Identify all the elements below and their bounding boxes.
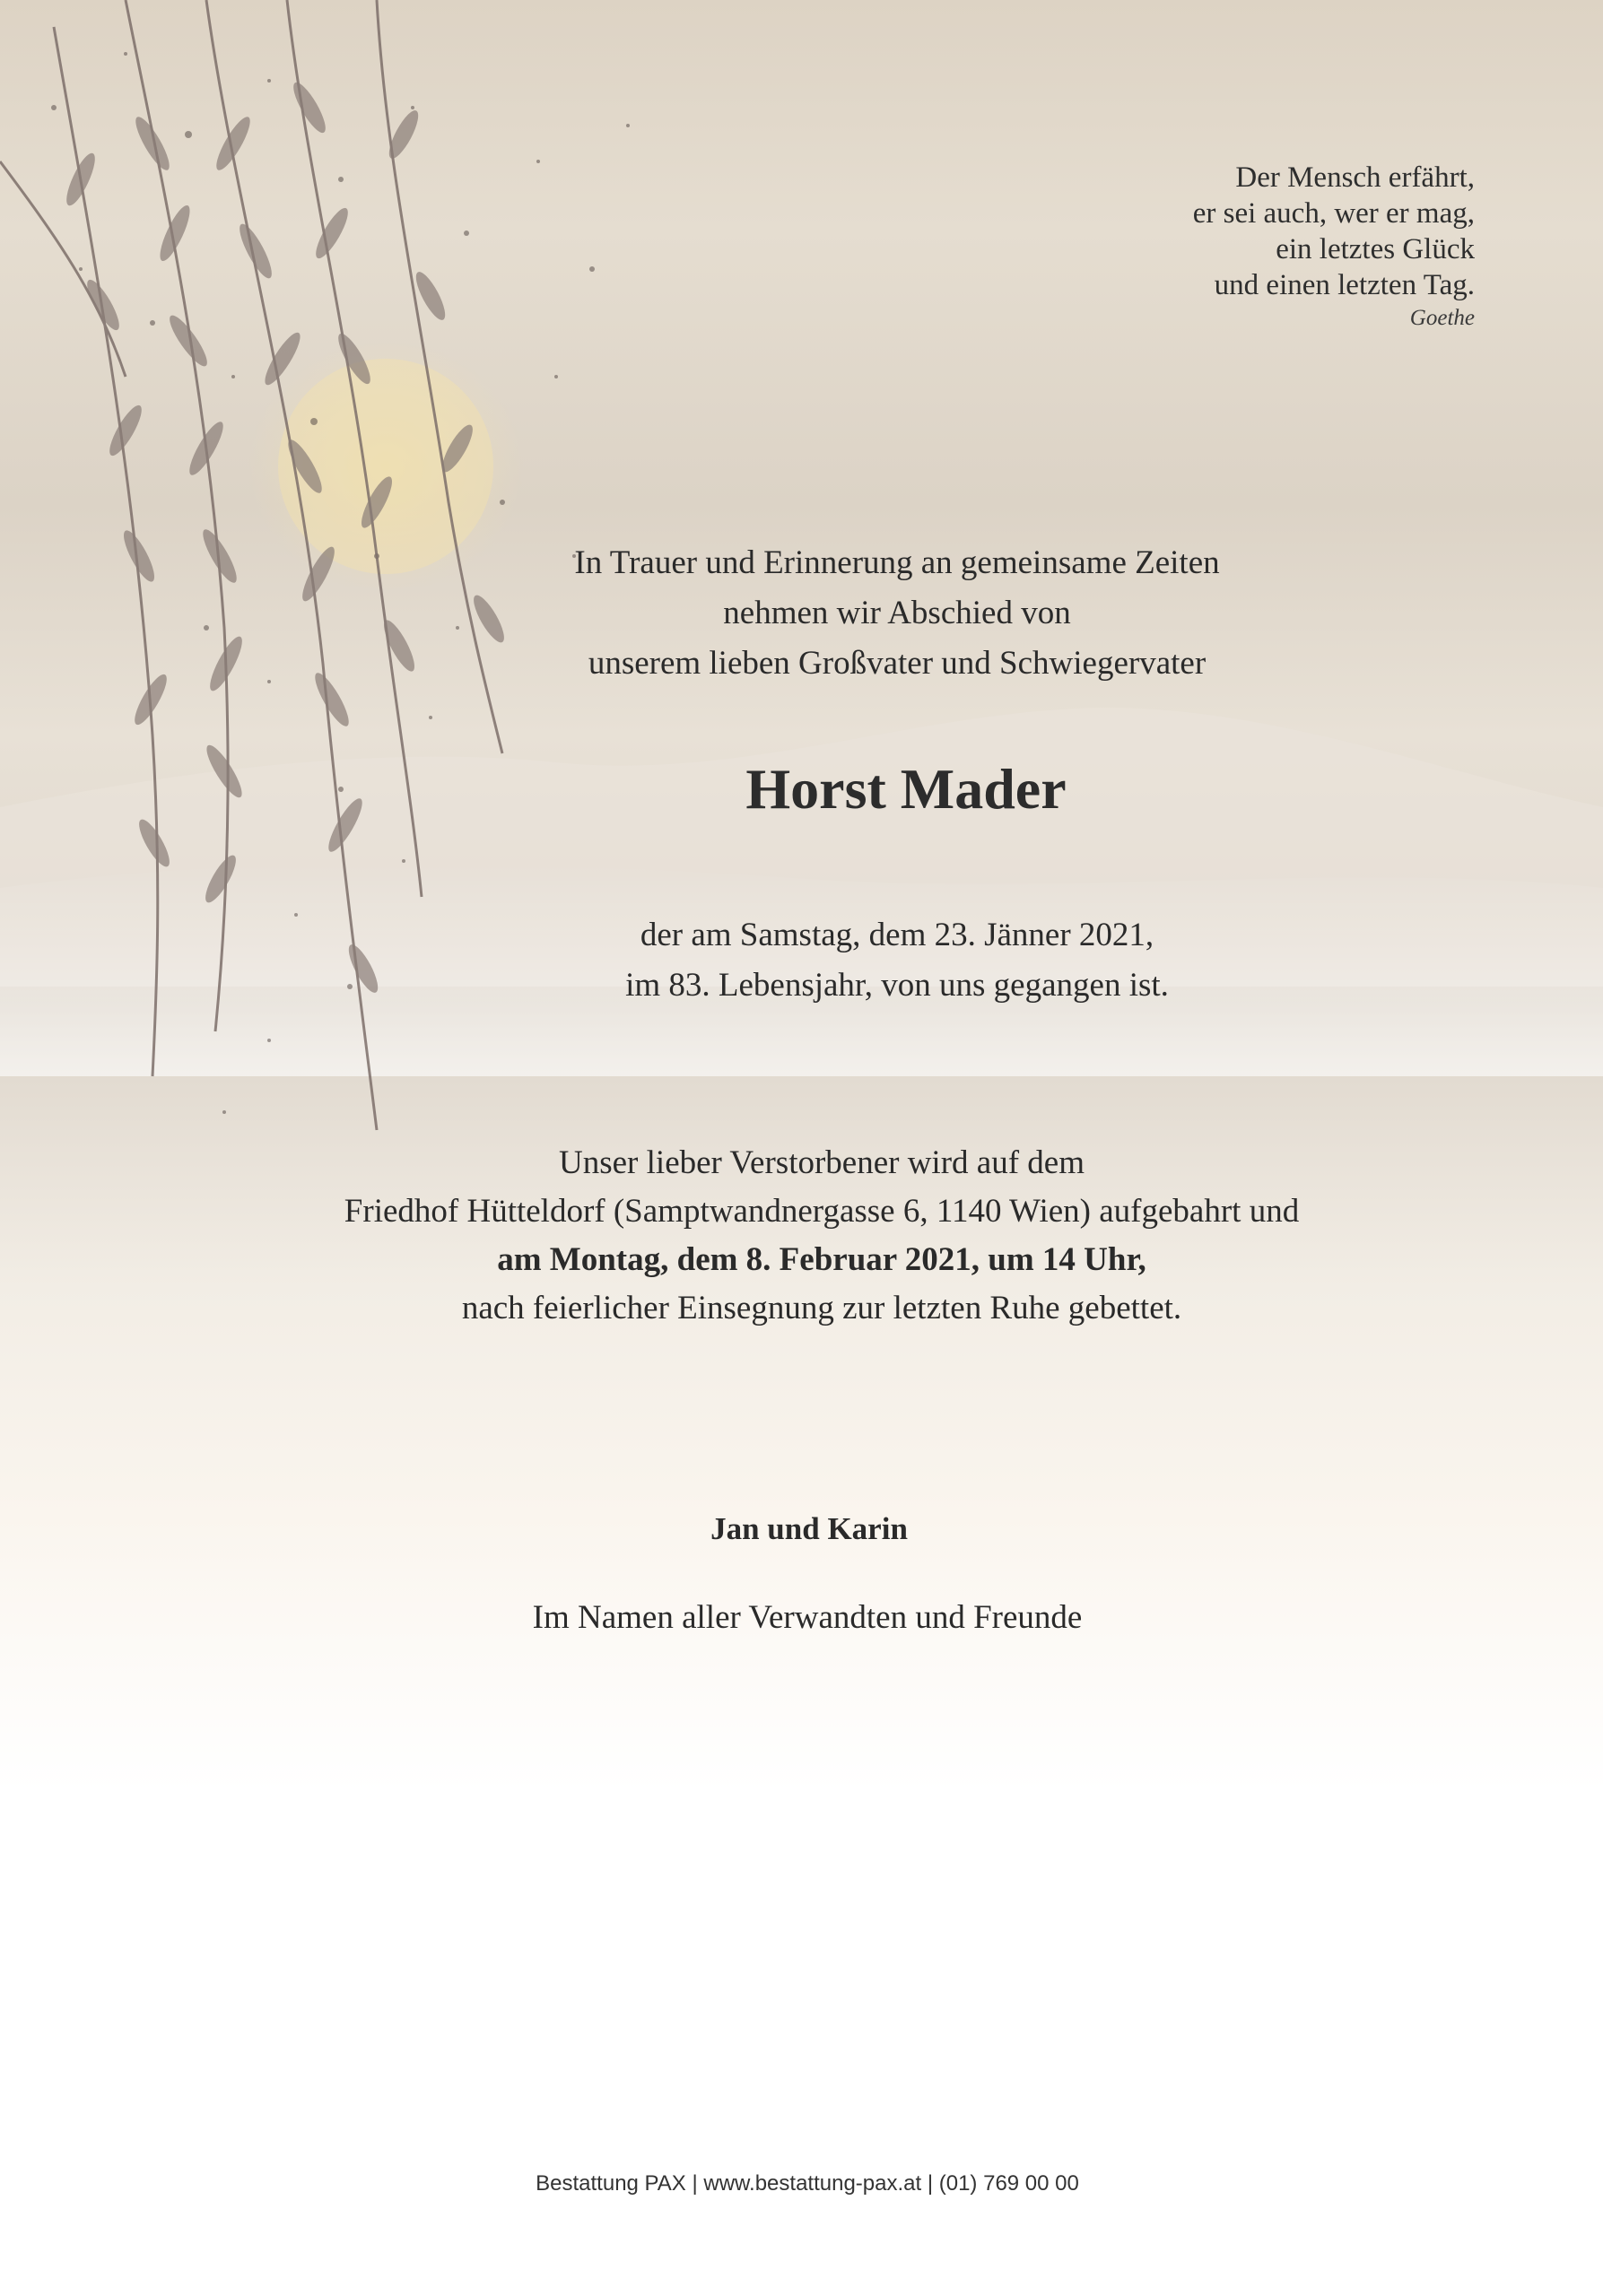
poem-quote: [1193, 160, 1475, 334]
quote-line: ein letztes Glück: [1276, 233, 1475, 265]
deceased-name: Horst Mader: [745, 757, 1067, 821]
signers: Jan und Karin: [710, 1511, 908, 1546]
intro-line: In Trauer und Erinnerung an gemeinsame Zeiten: [574, 544, 1220, 581]
funeral-details: [266, 1139, 1378, 1333]
death-line: im 83. Lebensjahr, von uns gegangen ist.: [625, 967, 1169, 1004]
death-line: der am Samstag, dem 23. Jänner 2021,: [640, 917, 1154, 953]
quote-line: und einen letzten Tag.: [1214, 269, 1475, 301]
intro-text: [449, 538, 1346, 689]
funeral-line: Unser lieber Verstorbener wird auf dem: [559, 1144, 1085, 1181]
relatives-line: Im Namen aller Verwandten und Freunde: [532, 1599, 1083, 1636]
intro-line: nehmen wir Abschied von: [723, 595, 1071, 631]
quote-author: Goethe: [1409, 306, 1475, 330]
quote-line: er sei auch, wer er mag,: [1192, 197, 1475, 230]
funeral-home-footer: Bestattung PAX | www.bestattung-pax.at | (01) 769 00 00: [536, 2171, 1079, 2196]
quote-line: Der Mensch erfährt,: [1235, 161, 1475, 194]
intro-line: unserem lieben Großvater und Schwiegervater: [588, 645, 1207, 682]
funeral-line: Friedhof Hütteldorf (Samptwandnergasse 6, 1140 Wien) aufgebahrt und: [344, 1193, 1300, 1230]
funeral-line: nach feierlicher Einsegnung zur letzten Ruhe gebettet.: [461, 1290, 1182, 1326]
death-notice: [449, 910, 1346, 1011]
funeral-date-line: am Montag, dem 8. Februar 2021, um 14 Uhr,: [497, 1241, 1146, 1278]
